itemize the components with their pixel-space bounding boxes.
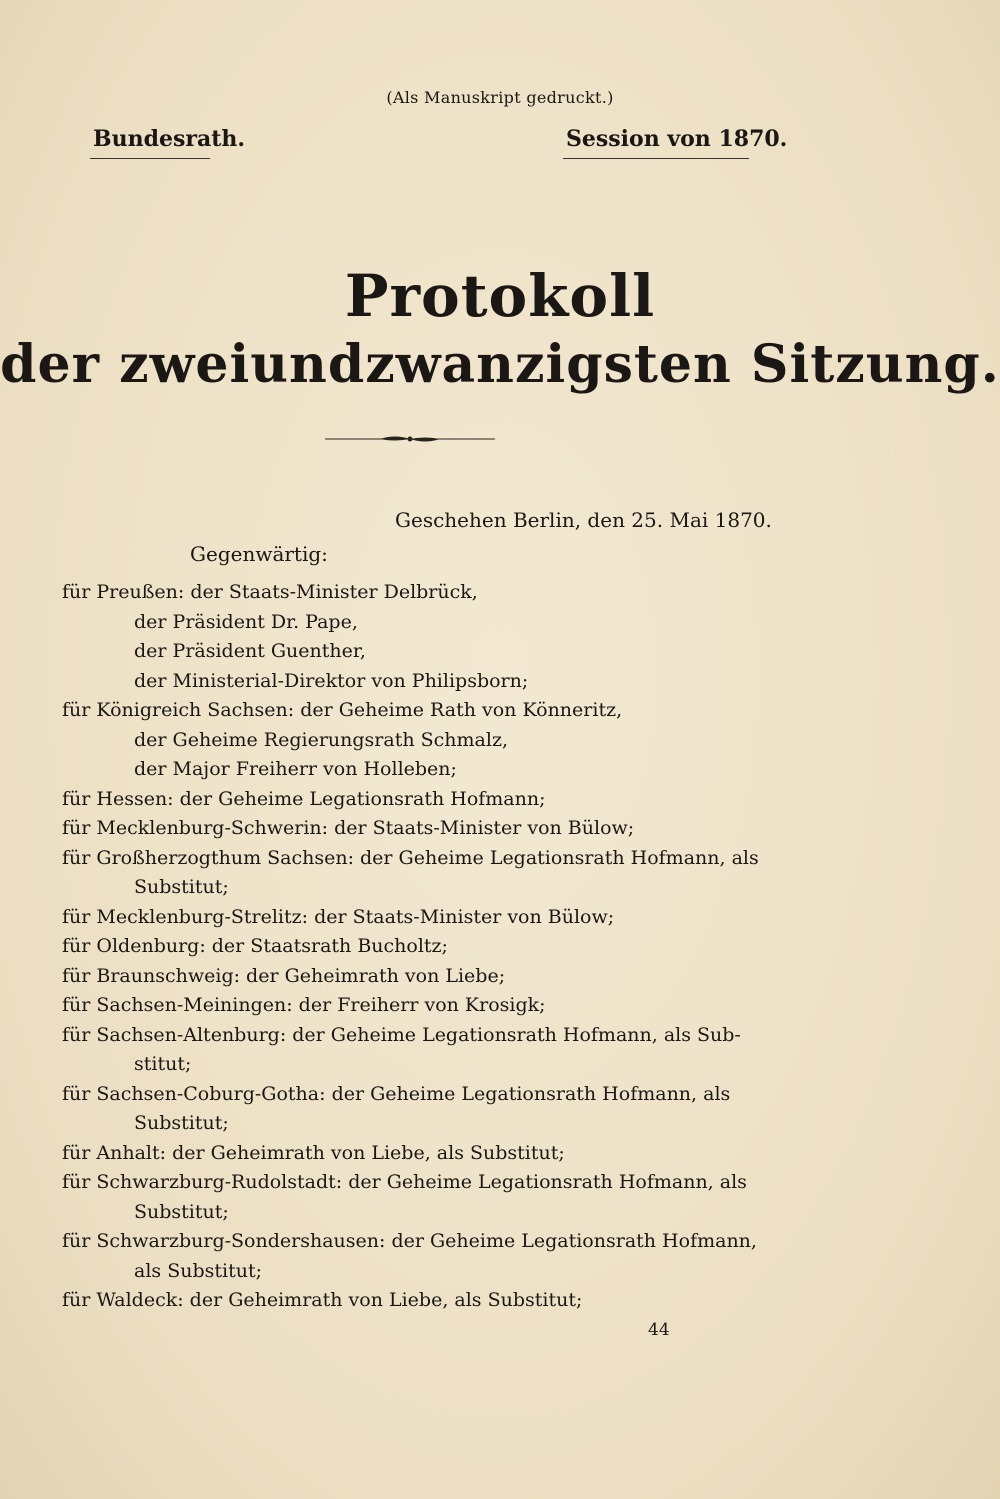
entry-line: für Schwarzburg-Sondershausen: der Geheime Legationsrath Hofmann, <box>62 1230 757 1252</box>
entry-continuation-line: der Geheime Regierungsrath Schmalz, <box>134 728 508 751</box>
header-rule-left <box>90 158 210 159</box>
attendee-entry <box>62 1139 762 1169</box>
entry-continuation-line: Substitut; <box>134 876 229 898</box>
header-rule-right <box>563 158 749 159</box>
attendee-entry <box>62 1168 762 1227</box>
entry-line: für Mecklenburg-Strelitz: der Staats-Minister von Bülow; <box>62 905 615 928</box>
entry-line: für Preußen: der Staats-Minister Delbrück, <box>62 581 478 603</box>
entry-continuation-line: als Substitut; <box>134 1259 262 1282</box>
page-number: 44 <box>648 1320 670 1340</box>
entry-continuation-line: der Präsident Guenther, <box>134 640 366 662</box>
present-label: Gegenwärtig: <box>190 542 328 566</box>
attendee-entry <box>62 578 762 696</box>
dateline: Geschehen Berlin, den 25. Mai 1870. <box>395 508 772 532</box>
attendee-entry <box>62 932 762 962</box>
printing-note: (Als Manuskript gedruckt.) <box>386 88 614 107</box>
attendee-entry <box>62 814 762 844</box>
document-subtitle: der zweiundzwanzigsten Sitzung. <box>0 334 1000 395</box>
entry-line: für Mecklenburg-Schwerin: der Staats-Minister von Bülow; <box>62 817 635 839</box>
entry-continuation-line: Substitut; <box>134 1200 229 1223</box>
attendee-entry <box>62 1227 762 1286</box>
entry-line: für Waldeck: der Geheimrath von Liebe, als Substitut; <box>62 1289 583 1311</box>
entry-continuation-line: Substitut; <box>134 1112 229 1134</box>
attendee-list <box>62 578 762 1316</box>
attendee-entry <box>62 903 762 933</box>
entry-line: für Sachsen-Meiningen: der Freiherr von Krosigk; <box>62 994 546 1016</box>
attendee-entry <box>62 962 762 992</box>
attendee-entry <box>62 785 762 815</box>
entry-line: für Schwarzburg-Rudolstadt: der Geheime Legationsrath Hofmann, als <box>62 1171 747 1193</box>
document-title: Protokoll <box>344 262 656 330</box>
entry-continuation-line: der Ministerial-Direktor von Philipsborn; <box>134 669 529 692</box>
ornament-divider <box>325 434 495 444</box>
attendee-entry <box>62 1021 762 1080</box>
entry-line: für Sachsen-Coburg-Gotha: der Geheime Legationsrath Hofmann, als <box>62 1082 731 1105</box>
entry-continuation-line: stitut; <box>134 1053 192 1075</box>
entry-continuation-line: der Präsident Dr. Pape, <box>134 610 358 633</box>
entry-line: für Sachsen-Altenburg: der Geheime Legationsrath Hofmann, als Sub- <box>62 1023 741 1046</box>
header-session: Session von 1870. <box>566 126 788 152</box>
entry-continuation-line: der Major Freiherr von Holleben; <box>134 758 457 780</box>
entry-line: für Hessen: der Geheime Legationsrath Hofmann; <box>62 787 546 810</box>
attendee-entry <box>62 696 762 785</box>
entry-line: für Königreich Sachsen: der Geheime Rath von Könneritz, <box>62 699 623 721</box>
entry-line: für Braunschweig: der Geheimrath von Liebe; <box>62 964 506 987</box>
attendee-entry <box>62 991 762 1021</box>
entry-line: für Anhalt: der Geheimrath von Liebe, als Substitut; <box>62 1141 565 1164</box>
attendee-entry <box>62 1080 762 1139</box>
attendee-entry <box>62 1286 762 1316</box>
entry-line: für Oldenburg: der Staatsrath Bucholtz; <box>62 935 448 957</box>
header-institution: Bundesrath. <box>93 126 246 152</box>
attendee-entry <box>62 844 762 903</box>
entry-line: für Großherzogthum Sachsen: der Geheime Legationsrath Hofmann, als <box>62 846 759 869</box>
